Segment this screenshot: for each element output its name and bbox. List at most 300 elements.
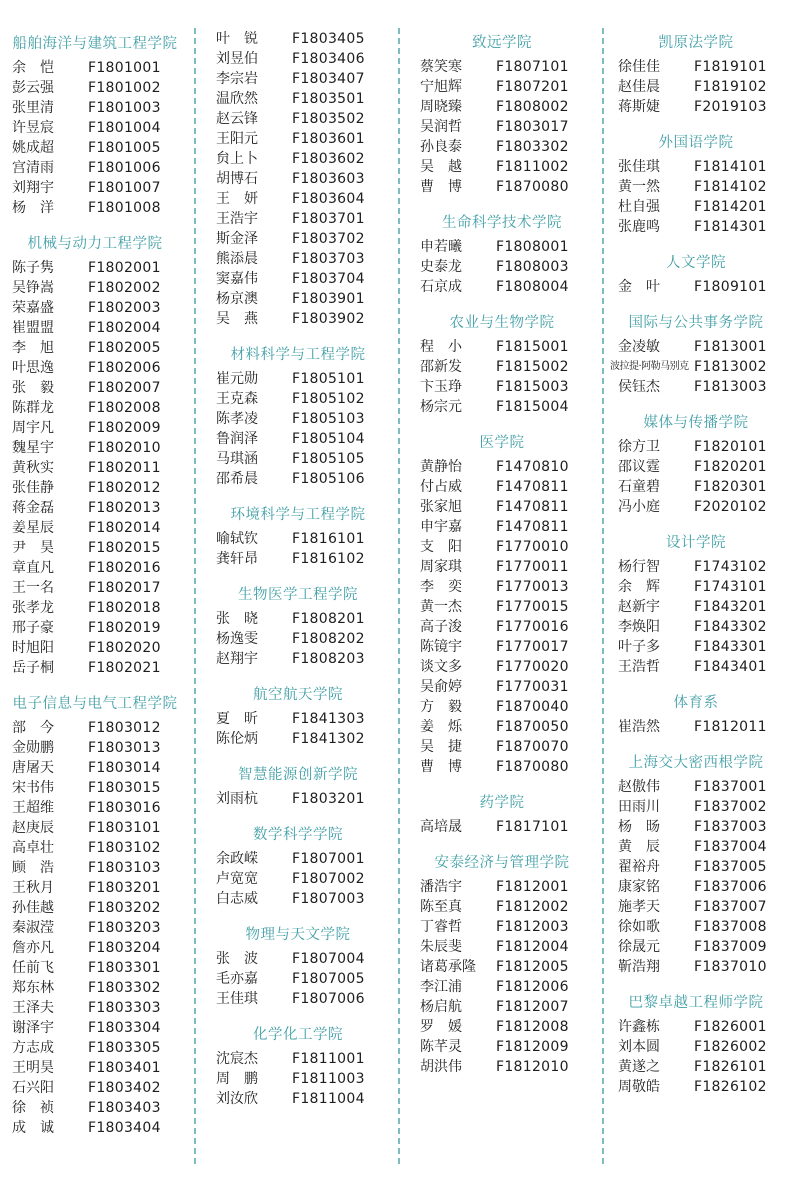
student-row [2,1018,188,1038]
student-id: F1803305 [88,1040,161,1056]
student-row [608,817,784,837]
student-name: 卞玉琤 [420,379,462,395]
student-name: 方 毅 [420,699,462,715]
student-name: 龚轩昂 [216,551,258,567]
student-row [608,1057,784,1077]
student-id: F1802013 [88,500,161,516]
student-name: 谈文多 [420,659,462,675]
student-id: F1801006 [88,160,161,176]
student-name: 崔元勋 [216,371,258,387]
student-name: 吴 燕 [216,311,258,327]
student-name: 李 旭 [12,340,54,356]
student-name: 黄静怡 [420,459,462,475]
student-row [206,129,390,149]
student-row [206,209,390,229]
college-title: 智慧能源创新学院 [238,767,358,783]
section-spacer [608,237,784,249]
student-id: F1812011 [694,719,767,735]
section-spacer [206,669,390,681]
college-section [2,230,188,690]
student-name: 窦嘉伟 [216,271,258,287]
student-name: 张 波 [216,951,258,967]
student-id: F1805105 [292,451,365,467]
college-section [608,529,784,689]
student-id: F1802004 [88,320,161,336]
student-row [410,997,594,1017]
student-id: F1802010 [88,440,161,456]
student-id: F1805106 [292,471,365,487]
student-id: F1843401 [694,659,767,675]
student-name: 高卓壮 [12,840,54,856]
student-id: F1803902 [292,311,365,327]
student-id: F1812009 [496,1039,569,1055]
student-row [410,657,594,677]
student-id: F1809101 [694,279,767,295]
student-id: F1808004 [496,279,569,295]
student-row [608,837,784,857]
student-id: F1802006 [88,360,161,376]
student-id: F1803201 [88,880,161,896]
section-spacer [608,977,784,989]
college-title: 国际与公共事务学院 [628,315,764,331]
student-id: F1803901 [292,291,365,307]
student-id: F1770010 [496,539,569,555]
college-section [410,789,594,849]
student-id: F1811004 [292,1091,365,1107]
student-name: 陈子隽 [12,260,54,276]
college-section [206,921,390,1021]
college-title: 外国语学院 [658,135,734,151]
student-row [608,277,784,297]
student-row [410,277,594,297]
student-id: F1470811 [496,499,569,515]
student-row [2,318,188,338]
student-name: 詹亦凡 [12,940,54,956]
student-name: 任前飞 [12,960,54,976]
student-id: F1814301 [694,219,767,235]
student-id: F1808201 [292,611,365,627]
student-row [608,937,784,957]
student-row [2,798,188,818]
student-row [608,877,784,897]
student-row [410,157,594,177]
student-name: 尹 昊 [12,540,54,556]
student-id: F1807201 [496,79,569,95]
student-name: 程 小 [420,339,462,355]
student-id: F1801007 [88,180,161,196]
student-id: F1802005 [88,340,161,356]
student-name: 魏星宇 [12,440,54,456]
student-row [206,709,390,729]
student-row [608,1077,784,1097]
student-name: 徐佳佳 [618,59,660,75]
student-id: F1802015 [88,540,161,556]
student-row [2,638,188,658]
student-id: F1826102 [694,1079,767,1095]
student-name: 徐晟元 [618,939,660,955]
column-1 [2,30,188,1150]
student-row [410,577,594,597]
student-id: F1812006 [496,979,569,995]
college-section [206,341,390,501]
section-spacer [608,677,784,689]
section-spacer [608,117,784,129]
student-id: F1801008 [88,200,161,216]
college-section [608,129,784,249]
student-row [2,578,188,598]
college-title: 生命科学技术学院 [442,215,562,231]
student-row [608,1017,784,1037]
student-row [2,498,188,518]
student-name: 叶子多 [618,639,660,655]
student-name: 沈宸杰 [216,1051,258,1067]
student-row [2,878,188,898]
student-id: F1743101 [694,579,767,595]
student-row [2,458,188,478]
student-id: F1814102 [694,179,767,195]
section-spacer [410,197,594,209]
student-id: F1837007 [694,899,767,915]
college-section [608,29,784,129]
student-id: F1812001 [496,879,569,895]
student-id: F1470811 [496,519,569,535]
student-row [206,729,390,749]
college-section [206,501,390,581]
student-row [608,557,784,577]
student-row [608,217,784,237]
student-id: F1801005 [88,140,161,156]
student-name: 唐屠天 [12,760,54,776]
student-row [410,557,594,577]
student-id: F1815002 [496,359,569,375]
student-name: 张家旭 [420,499,462,515]
student-id: F1812003 [496,919,569,935]
student-row [2,1098,188,1118]
student-row [410,717,594,737]
student-name: 陈至真 [420,899,462,915]
student-name: 康家铭 [618,879,660,895]
student-row [2,898,188,918]
student-name: 姜星辰 [12,520,54,536]
student-id: F1770020 [496,659,569,675]
section-spacer [410,777,594,789]
college-section [206,581,390,681]
student-id: F1802016 [88,560,161,576]
student-name: 白志威 [216,891,258,907]
college-title: 数学科学学院 [253,827,343,843]
student-name: 高子浚 [420,619,462,635]
student-name: 时旭阳 [12,640,54,656]
student-row [2,298,188,318]
college-section [410,29,594,209]
student-row [410,397,594,417]
student-row [206,409,390,429]
student-name: 孙佳越 [12,900,54,916]
student-row [206,89,390,109]
section-spacer [206,749,390,761]
student-name: 毛亦嘉 [216,971,258,987]
student-row [410,637,594,657]
section-spacer [608,1097,784,1109]
student-row [608,97,784,117]
student-name: 王阳元 [216,131,258,147]
student-row [206,149,390,169]
student-row [206,49,390,69]
student-id: F1837004 [694,839,767,855]
student-id: F1805102 [292,391,365,407]
student-row [410,457,594,477]
student-name: 赵庚辰 [12,820,54,836]
student-row [206,989,390,1009]
student-name: 刘汝欣 [216,1091,258,1107]
section-spacer [206,1109,390,1121]
student-name: 邢子豪 [12,620,54,636]
college-title: 机械与动力工程学院 [27,236,163,252]
student-name: 申宇嘉 [420,519,462,535]
student-id: F1808001 [496,239,569,255]
student-id: F1803202 [88,900,161,916]
student-id: F1808002 [496,99,569,115]
student-name: 杨宗元 [420,399,462,415]
student-name: 王超维 [12,800,54,816]
student-row [410,537,594,557]
college-section [608,249,784,309]
student-name: 杨 洋 [12,200,54,216]
student-name: 余 辉 [618,579,660,595]
student-id: F1803204 [88,940,161,956]
student-name: 王克森 [216,391,258,407]
student-id: F1814201 [694,199,767,215]
student-id: F1802017 [88,580,161,596]
college-title: 致远学院 [472,35,532,51]
college-title: 设计学院 [666,535,726,551]
student-name: 杜自强 [618,199,660,215]
student-id: F1805104 [292,431,365,447]
student-name: 朱辰斐 [420,939,462,955]
student-name: 曹 博 [420,759,462,775]
student-name: 顾 浩 [12,860,54,876]
college-title: 药学院 [479,795,525,811]
student-name: 郑东林 [12,980,54,996]
student-id: F1819102 [694,79,767,95]
student-id: F1837006 [694,879,767,895]
student-id: F1470810 [496,459,569,475]
student-name: 吴铮嵩 [12,280,54,296]
student-name: 吴俞婷 [420,679,462,695]
student-name: 李江浦 [420,979,462,995]
student-id: F1808003 [496,259,569,275]
student-name: 吴润哲 [420,119,462,135]
section-spacer [206,809,390,821]
student-name: 许昱宸 [12,120,54,136]
student-name: 成 诚 [12,1120,54,1136]
student-id: F2019103 [694,99,767,115]
student-name: 章直凡 [12,560,54,576]
student-row [608,157,784,177]
student-id: F1813003 [694,379,767,395]
student-name: 李宗岩 [216,71,258,87]
student-id: F1843302 [694,619,767,635]
college-title: 体育系 [673,695,719,711]
student-id: F1808202 [292,631,365,647]
student-name: 李焕阳 [618,619,660,635]
college-section [2,690,188,1150]
student-row [608,777,784,797]
student-id: F1802007 [88,380,161,396]
student-name: 黄一然 [618,179,660,195]
college-title: 安泰经济与管理学院 [434,855,570,871]
student-row [410,337,594,357]
student-row [2,618,188,638]
student-name: 张孝龙 [12,600,54,616]
student-id: F1803302 [496,139,569,155]
student-row [2,158,188,178]
student-id: F1803201 [292,791,365,807]
student-row [2,778,188,798]
student-row [410,477,594,497]
student-id: F1812007 [496,999,569,1015]
student-id: F1807002 [292,871,365,887]
student-name: 史泰龙 [420,259,462,275]
student-id: F1803101 [88,820,161,836]
college-section [410,209,594,309]
student-name: 石京成 [420,279,462,295]
column-2 [206,29,390,1121]
college-title: 生物医学工程学院 [238,587,358,603]
student-id: F1803401 [88,1060,161,1076]
student-row [2,538,188,558]
student-row [206,629,390,649]
student-row [2,358,188,378]
student-id: F1807004 [292,951,365,967]
student-id: F1770017 [496,639,569,655]
student-name: 崔盟盟 [12,320,54,336]
student-row [2,438,188,458]
student-name: 叶 锐 [216,31,258,47]
student-row [2,718,188,738]
student-id: F1813002 [694,359,767,375]
student-id: F1803704 [292,271,365,287]
student-name: 胡博石 [216,171,258,187]
student-row [2,338,188,358]
student-name: 孙良泰 [420,139,462,155]
student-id: F1803702 [292,231,365,247]
student-row [608,957,784,977]
student-name: 杨启航 [420,999,462,1015]
student-row [608,897,784,917]
student-id: F1807101 [496,59,569,75]
student-name: 熊添晨 [216,251,258,267]
student-row [2,118,188,138]
student-row [2,918,188,938]
student-name: 叶思逸 [12,360,54,376]
student-id: F1812004 [496,939,569,955]
student-name: 金凌敏 [618,339,660,355]
student-row [608,177,784,197]
student-row [206,849,390,869]
student-name: 李 奕 [420,579,462,595]
student-name: 陈孝凌 [216,411,258,427]
student-id: F1812005 [496,959,569,975]
student-row [410,957,594,977]
student-row [2,518,188,538]
student-id: F1803014 [88,760,161,776]
student-row [2,258,188,278]
student-id: F1803102 [88,840,161,856]
student-name: 张鹿鸣 [618,219,660,235]
student-name: 斯金泽 [216,231,258,247]
student-row [206,29,390,49]
student-row [206,549,390,569]
student-row [206,609,390,629]
student-id: F1826101 [694,1059,767,1075]
student-row [206,389,390,409]
section-spacer [2,678,188,690]
college-section [206,821,390,921]
student-row [206,1089,390,1109]
student-id: F1802009 [88,420,161,436]
student-row [2,958,188,978]
student-name: 胡洪伟 [420,1059,462,1075]
student-row [206,449,390,469]
student-id: F1813001 [694,339,767,355]
student-id: F1803403 [88,1100,161,1116]
student-name: 蒋斯婕 [618,99,660,115]
student-name: 王明昊 [12,1060,54,1076]
student-row [2,978,188,998]
student-name: 陈群龙 [12,400,54,416]
college-section [206,29,390,341]
student-name: 潘浩宇 [420,879,462,895]
student-id: F1816101 [292,531,365,547]
student-id: F1817101 [496,819,569,835]
student-name: 王泽夫 [12,1000,54,1016]
student-id: F1770011 [496,559,569,575]
student-id: F1841302 [292,731,365,747]
student-name: 陈镜宇 [420,639,462,655]
student-row [608,437,784,457]
student-id: F1803502 [292,111,365,127]
section-spacer [206,1009,390,1021]
section-spacer [608,397,784,409]
student-id: F1820201 [694,459,767,475]
student-name: 徐 祯 [12,1100,54,1116]
student-id: F1743102 [694,559,767,575]
student-row [410,257,594,277]
student-row [2,1118,188,1138]
student-name: 曹 博 [420,179,462,195]
student-name: 贠上卜 [216,151,258,167]
student-name: 石兴阳 [12,1080,54,1096]
student-name: 周家琪 [420,559,462,575]
student-row [2,738,188,758]
section-spacer [608,737,784,749]
student-id: F1807006 [292,991,365,1007]
student-name: 部 今 [12,720,54,736]
student-id: F1805103 [292,411,365,427]
student-id: F1837005 [694,859,767,875]
student-row [410,677,594,697]
student-name: 冯小庭 [618,499,660,515]
student-row [2,58,188,78]
student-name: 蒋金磊 [12,500,54,516]
student-row [410,1057,594,1077]
college-section [608,309,784,409]
college-title: 农业与生物学院 [449,315,555,331]
student-id: F1816102 [292,551,365,567]
section-spacer [410,1077,594,1089]
student-row [410,117,594,137]
